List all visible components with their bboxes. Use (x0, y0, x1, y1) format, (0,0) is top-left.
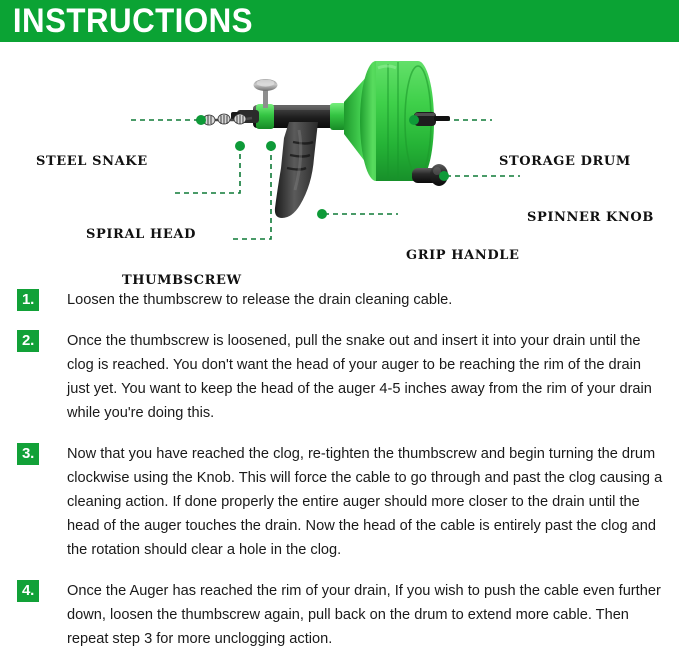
step-text: Now that you have reached the clog, re-tighten the thumbscrew and begin turning the drum clockwise using the Knob. This will force the cable to go through and past the clog causing a cleaning action. If done properly the entire auger should more closer to the drain until the head of the auger touches the drain. Now the head of the cable is entirely past the clog and the rotation should clear a hole in the clog. (67, 446, 663, 558)
product-diagram (0, 42, 679, 288)
step-text: Loosen the thumbscrew to release the drain cleaning cable. (67, 292, 453, 308)
instruction-step (0, 579, 679, 651)
step-number-badge: 1. (17, 289, 39, 311)
callout-label-grip-handle: GRIP HANDLE (406, 248, 520, 263)
step-number-badge: 2. (17, 330, 39, 352)
callout-label-spiral-head: SPIRAL HEAD (86, 227, 196, 242)
callout-label-storage-drum: STORAGE DRUM (499, 154, 631, 169)
page-title: INSTRUCTIONS (12, 2, 253, 40)
instruction-step (0, 329, 679, 425)
step-text: Once the thumbscrew is loosened, pull the snake out and insert it into your drain until the clog is reached. You don't want the head of your auger to be reaching the rim of the drain just yet. You want to keep the head of the auger 4-5 inches away from the rim of your drain while you're doing this. (67, 333, 652, 421)
instruction-step (0, 442, 679, 562)
callout-label-spinner-knob: SPINNER KNOB (527, 210, 654, 225)
header-bar (0, 0, 679, 42)
instruction-step (0, 288, 679, 312)
step-number-badge: 4. (17, 580, 39, 602)
instruction-steps-list (0, 288, 679, 668)
callout-label-steel-snake: STEEL SNAKE (36, 154, 148, 169)
leader-lines (131, 120, 520, 239)
step-number-badge: 3. (17, 443, 39, 465)
step-text: Once the Auger has reached the rim of your drain, If you wish to push the cable even further down, loosen the thumbscrew again, pull back on the drum to extend more cable. Then repeat step 3 for more unclogging action. (67, 583, 661, 647)
callout-label-thumbscrew: THUMBSCREW (122, 273, 242, 288)
